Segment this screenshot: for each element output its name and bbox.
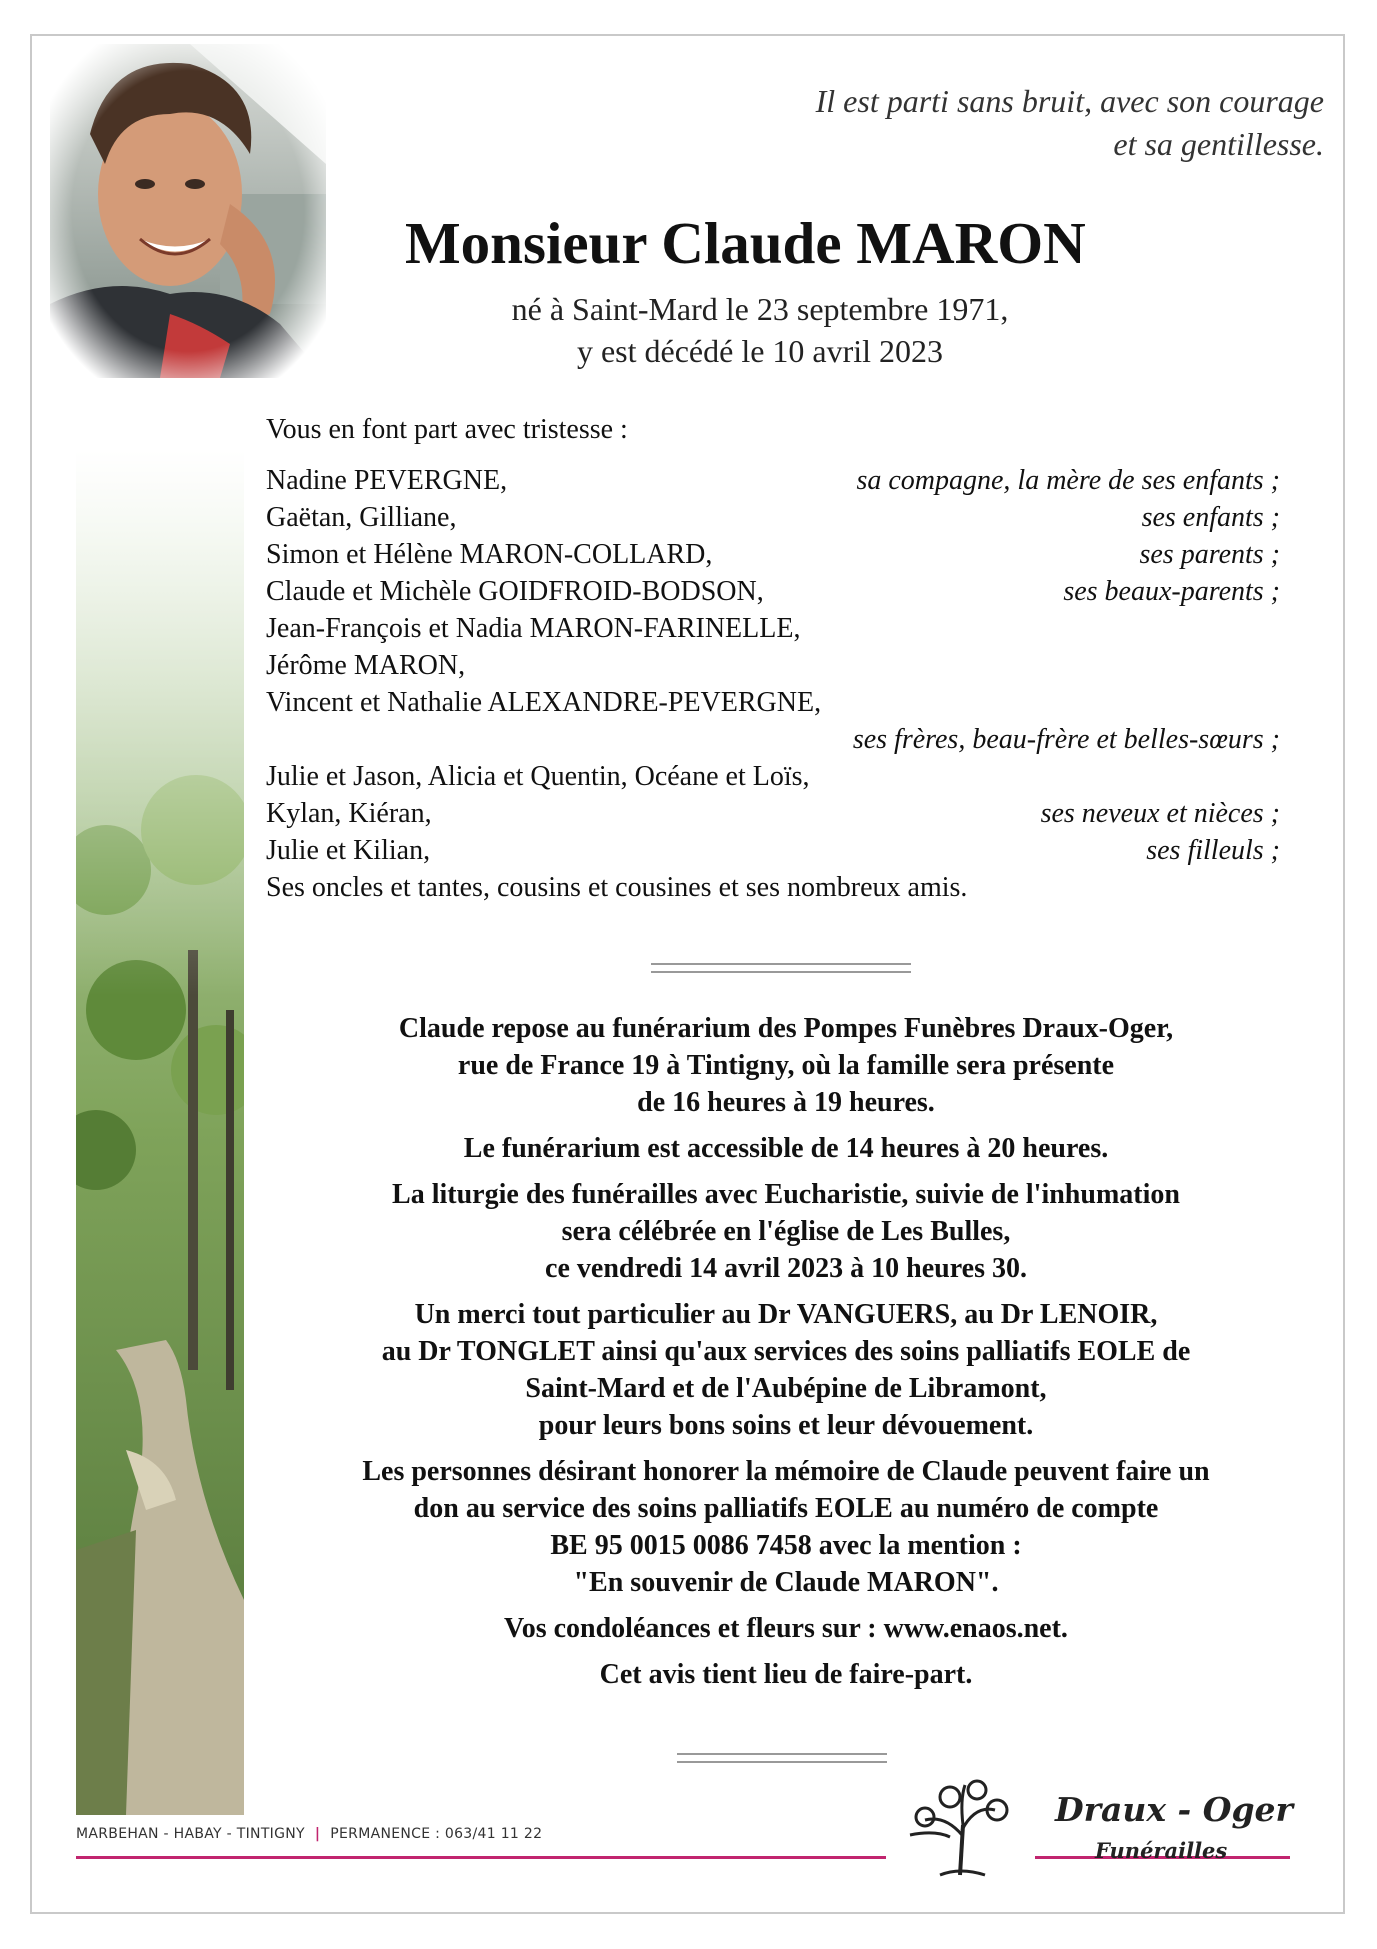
mourner-row [266, 573, 1280, 610]
quote-line-2: et sa gentillesse. [1113, 126, 1324, 162]
notice-paragraph [266, 1656, 1306, 1693]
section-divider [651, 963, 911, 973]
mourner-relation: ses beaux-parents ; [1063, 576, 1280, 607]
liturgy-paragraph [266, 1176, 1306, 1287]
donation-paragraph [266, 1453, 1306, 1601]
mourner-row [266, 647, 1280, 684]
mourner-relation: sa compagne, la mère de ses enfants ; [856, 465, 1280, 496]
footer-separator: | [314, 1826, 321, 1842]
access-paragraph [266, 1130, 1306, 1167]
footer-accent-line [76, 1856, 886, 1859]
mourner-relation: ses parents ; [1139, 539, 1280, 570]
mourner-row [266, 684, 1280, 721]
condolences-link-text[interactable]: Vos condoléances et fleurs sur : www.enaos.net. [504, 1613, 1068, 1644]
text-line: BE 95 0015 0086 7458 avec la mention : [550, 1530, 1022, 1561]
mourner-name: Jérôme MARON, [266, 650, 466, 681]
mourner-name: Julie et Jason, Alicia et Quentin, Océane et Loïs, [266, 761, 810, 792]
mourner-row [266, 758, 1280, 795]
mourner-name: Jean-François et Nadia MARON-FARINELLE, [266, 613, 801, 644]
mourner-row [266, 869, 1280, 906]
mourner-name: Simon et Hélène MARON-COLLARD, [266, 539, 713, 570]
section-divider [677, 1753, 887, 1763]
epigraph-quote [624, 80, 1324, 166]
mourner-row [266, 832, 1280, 869]
text-line: Claude repose au funérarium des Pompes Funèbres Draux-Oger, [398, 1013, 1174, 1044]
mourner-name: Julie et Kilian, [266, 835, 431, 866]
text-line: de 16 heures à 19 heures. [637, 1087, 935, 1118]
forest-path-image [76, 450, 244, 1815]
deceased-name: Monsieur Claude MARON [405, 210, 1086, 276]
mourner-relation: ses filleuls ; [1146, 835, 1280, 866]
text-line: Un merci tout particulier au Dr VANGUERS, au Dr LENOIR, [414, 1299, 1158, 1330]
mourner-row [266, 462, 1280, 499]
mourner-row [266, 499, 1280, 536]
text-line: pour leurs bons soins et leur dévouement. [538, 1410, 1034, 1441]
text-line: ce vendredi 14 avril 2023 à 10 heures 30. [545, 1253, 1027, 1284]
text-line: Le funérarium est accessible de 14 heures à 20 heures. [463, 1133, 1109, 1164]
footer-locations: MARBEHAN - HABAY - TINTIGNY [76, 1826, 305, 1842]
text-line: don au service des soins palliatifs EOLE au numéro de compte [413, 1493, 1159, 1524]
funeral-details [266, 1010, 1306, 1702]
mourner-relation: ses enfants ; [1141, 502, 1280, 533]
mourner-name: Claude et Michèle GOIDFROID-BODSON, [266, 576, 764, 607]
text-line: Saint-Mard et de l'Aubépine de Libramont, [525, 1373, 1047, 1404]
mourner-relation: ses neveux et nièces ; [1040, 798, 1280, 829]
text-line: Cet avis tient lieu de faire-part. [599, 1659, 973, 1690]
text-line: La liturgie des funérailles avec Eucharistie, suivie de l'inhumation [392, 1179, 1180, 1210]
mourner-row [266, 536, 1280, 573]
text-line: rue de France 19 à Tintigny, où la famille sera présente [457, 1050, 1115, 1081]
quote-line-1: Il est parti sans bruit, avec son courage [815, 83, 1324, 119]
condolences-paragraph [266, 1610, 1306, 1647]
announcement-intro: Vous en font part avec tristesse : [266, 414, 628, 445]
footer-contact [76, 1826, 542, 1842]
mourner-name: Vincent et Nathalie ALEXANDRE-PEVERGNE, [266, 687, 822, 718]
mourner-row [266, 721, 1280, 758]
text-line: "En souvenir de Claude MARON". [573, 1567, 999, 1598]
portrait-photo [50, 44, 326, 378]
life-dates [380, 288, 1140, 372]
brand-subtitle: Funérailles [1095, 1838, 1228, 1863]
death-line: y est décédé le 10 avril 2023 [576, 333, 944, 369]
funerarium-paragraph [266, 1010, 1306, 1121]
text-line: sera célébrée en l'église de Les Bulles, [561, 1216, 1011, 1247]
mourner-name: Gaëtan, Gilliane, [266, 502, 457, 533]
mourner-name: Nadine PEVERGNE, [266, 465, 508, 496]
brand-name: Draux - Oger [1055, 1790, 1293, 1829]
text-line: au Dr TONGLET ainsi qu'aux services des soins palliatifs EOLE de [381, 1336, 1191, 1367]
mourner-name: Ses oncles et tantes, cousins et cousines et ses nombreux amis. [266, 872, 968, 903]
footer-permanence: PERMANENCE : 063/41 11 22 [330, 1826, 543, 1842]
mourner-relation: ses frères, beau-frère et belles-sœurs ; [852, 724, 1280, 755]
thanks-paragraph [266, 1296, 1306, 1444]
text-line: Les personnes désirant honorer la mémoire de Claude peuvent faire un [362, 1456, 1210, 1487]
mourners-list [266, 462, 1280, 906]
mourner-row [266, 795, 1280, 832]
birth-line: né à Saint-Mard le 23 septembre 1971, [511, 291, 1009, 327]
mourner-name: Kylan, Kiéran, [266, 798, 432, 829]
mourner-row [266, 610, 1280, 647]
